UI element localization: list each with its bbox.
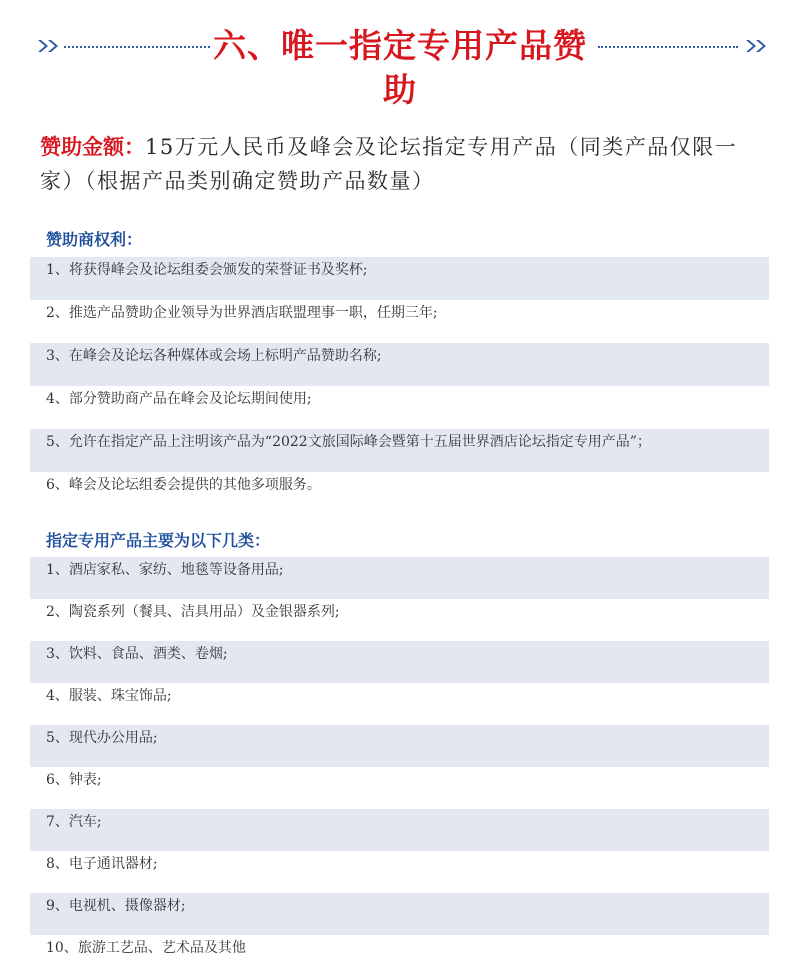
list-item: 5、允许在指定产品上注明该产品为“2022文旅国际峰会暨第十五届世界酒店论坛指定专用产品”； <box>30 429 769 472</box>
list-item: 10、旅游工艺品、艺术品及其他 <box>46 940 246 956</box>
product-categories-list <box>30 557 769 977</box>
list-item: 6、峰会及论坛组委会提供的其他多项服务。 <box>46 477 321 493</box>
list-item: 6、钟表; <box>46 772 102 788</box>
sponsor-rights-heading: 赞助商权利： <box>46 230 143 249</box>
title-divider-left <box>64 46 210 48</box>
double-chevron-right-icon <box>744 38 770 54</box>
list-item: 7、汽车; <box>30 809 769 851</box>
list-item: 1、酒店家私、家纺、地毯等设备用品; <box>30 557 769 599</box>
title-divider-right <box>598 46 738 48</box>
sponsorship-amount-text: 15万元人民币及峰会及论坛指定专用产品（同类产品仅限一家）（根据产品类别确定赞助产品数量） <box>40 135 738 193</box>
list-item: 9、电视机、摄像器材; <box>30 893 769 935</box>
list-item: 2、推选产品赞助企业领导为世界酒店联盟理事一职，任期三年; <box>46 305 438 321</box>
page-title: 六、唯一指定专用产品赞助 <box>213 26 587 109</box>
sponsorship-amount <box>40 130 770 198</box>
list-item: 4、部分赞助商产品在峰会及论坛期间使用; <box>46 391 312 407</box>
list-item: 8、电子通讯器材; <box>46 856 158 872</box>
list-item: 5、现代办公用品; <box>30 725 769 767</box>
double-chevron-right-icon <box>36 38 62 54</box>
list-item: 3、饮料、食品、酒类、卷烟; <box>30 641 769 683</box>
list-item: 3、在峰会及论坛各种媒体或会场上标明产品赞助名称; <box>30 343 769 386</box>
list-item: 4、服装、珠宝饰品; <box>46 688 172 704</box>
sponsor-rights-list <box>30 257 769 515</box>
product-categories-heading: 指定专用产品主要为以下几类： <box>46 531 271 550</box>
list-item: 2、陶瓷系列（餐具、洁具用品）及金银器系列; <box>46 604 340 620</box>
sponsorship-amount-label: 赞助金额： <box>40 135 145 159</box>
list-item: 1、将获得峰会及论坛组委会颁发的荣誉证书及奖杯; <box>30 257 769 300</box>
